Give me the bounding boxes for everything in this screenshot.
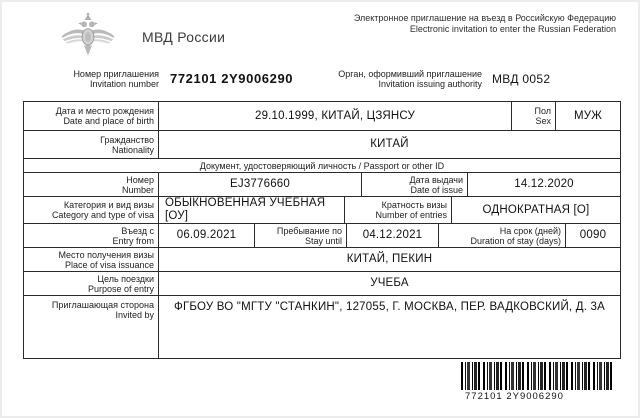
field-invited-by-label-en: Invited by bbox=[115, 310, 154, 320]
row-visa-category bbox=[24, 197, 620, 224]
document-title-ru: Электронное приглашение на въезд в Российскую Федерацию bbox=[353, 13, 616, 23]
field-issue-date-label bbox=[362, 173, 468, 196]
field-visa-place-label-en: Place of visa issuance bbox=[64, 259, 154, 270]
field-entries-label-en: Number of entries bbox=[375, 210, 447, 220]
field-sex-label-en: Sex bbox=[535, 116, 551, 126]
row-birth bbox=[24, 102, 620, 131]
field-entries-value: ОДНОКРАТНАЯ [О] bbox=[482, 203, 590, 216]
row-invited-by bbox=[24, 296, 620, 358]
field-stay-until-label bbox=[255, 224, 347, 247]
field-birth-label-en: Date and place of birth bbox=[63, 116, 154, 126]
row-purpose bbox=[24, 272, 620, 296]
field-nationality-label-en: Nationality bbox=[111, 144, 154, 155]
field-duration-value: 0090 bbox=[579, 229, 607, 241]
document-title-en: Electronic invitation to enter the Russian Federation bbox=[409, 24, 616, 34]
field-visa-category-label bbox=[24, 197, 159, 223]
mvd-eagle-emblem-icon bbox=[59, 9, 117, 59]
row-visa-place bbox=[24, 248, 620, 272]
field-sex-label-ru: Пол bbox=[534, 106, 551, 116]
field-issue-date-value: 14.12.2020 bbox=[514, 178, 574, 190]
issuing-authority-label-ru: Орган, оформивший приглашение bbox=[338, 69, 482, 79]
issuing-authority-value: МВД 0052 bbox=[492, 72, 551, 86]
field-birth-label bbox=[24, 102, 159, 130]
invitation-number-value: 772101 2Y9006290 bbox=[170, 71, 294, 86]
barcode bbox=[461, 362, 615, 402]
field-entries-label-ru: Кратность визы bbox=[381, 200, 447, 210]
field-issue-date-label-ru: Дата выдачи bbox=[409, 174, 463, 185]
field-nationality-label bbox=[24, 131, 159, 158]
field-nationality-label-ru: Гражданство bbox=[100, 134, 154, 145]
field-purpose-label bbox=[24, 272, 159, 295]
field-doc-number-label bbox=[24, 173, 159, 196]
field-entry-from-label-en: Entry from bbox=[112, 235, 154, 246]
field-visa-category-label-ru: Категория и вид визы bbox=[63, 200, 154, 210]
field-entries-label bbox=[345, 197, 452, 223]
field-purpose-label-en: Purpose of entry bbox=[87, 283, 154, 294]
field-invited-by-label-ru: Приглашающая сторона bbox=[51, 300, 154, 310]
field-entry-from-label bbox=[24, 224, 159, 247]
issuing-authority-label-en: Invitation issuing authority bbox=[378, 79, 482, 89]
field-visa-category-value: ОБЫКНОВЕННАЯ УЧЕБНАЯ [ОУ] bbox=[159, 197, 345, 223]
field-invited-by-value: ФГБОУ ВО "МГТУ "СТАНКИН", 127055, Г. МОСКВА, ПЕР. ВАДКОВСКИЙ, Д. 3А bbox=[174, 301, 605, 313]
document-title bbox=[354, 13, 616, 35]
field-stay-until-value: 04.12.2021 bbox=[347, 224, 439, 247]
invitation-number-label-en: Invitation number bbox=[89, 79, 159, 89]
field-purpose-label-ru: Цель поездки bbox=[97, 273, 154, 284]
field-sex-label bbox=[512, 102, 556, 130]
invitation-number-label-ru: Номер приглашения bbox=[73, 69, 159, 79]
row-entry-dates bbox=[24, 224, 620, 248]
invitation-number-label bbox=[23, 69, 159, 89]
field-doc-number-value: EJ3776660 bbox=[159, 173, 362, 196]
agency-name: МВД России bbox=[142, 29, 226, 45]
row-passport-number bbox=[24, 173, 620, 197]
field-purpose-value: УЧЕБА bbox=[370, 277, 409, 289]
field-entry-from-value: 06.09.2021 bbox=[159, 224, 255, 247]
field-nationality-value: КИТАЙ bbox=[370, 138, 409, 150]
field-invited-by-label bbox=[24, 296, 159, 358]
field-visa-place-label-ru: Место получения визы bbox=[58, 249, 154, 260]
invitation-details-table bbox=[23, 101, 621, 359]
field-visa-place-label bbox=[24, 248, 159, 271]
field-birth-value: 29.10.1999, КИТАЙ, ЦЗЯНСУ bbox=[159, 102, 512, 130]
field-duration-label bbox=[439, 224, 566, 247]
field-stay-until-label-en: Stay until bbox=[304, 235, 342, 246]
field-duration-label-ru: На срок (дней) bbox=[499, 225, 561, 236]
document-section-header: Документ, удостоверяющий личность / Passport or other ID bbox=[199, 160, 445, 171]
barcode-number: 772101 2Y9006290 bbox=[465, 391, 564, 402]
field-sex-value: МУЖ bbox=[573, 109, 603, 122]
field-doc-number-label-ru: Номер bbox=[126, 174, 154, 185]
field-entry-from-label-ru: Въезд с bbox=[121, 225, 154, 236]
barcode-icon bbox=[461, 362, 615, 390]
field-issue-date-label-en: Date of issue bbox=[410, 184, 463, 195]
row-document-section bbox=[24, 159, 620, 173]
field-duration-label-en: Duration of stay (days) bbox=[470, 235, 561, 246]
field-visa-category-label-en: Category and type of visa bbox=[51, 210, 154, 220]
field-birth-label-ru: Дата и место рождения bbox=[55, 106, 154, 116]
field-doc-number-label-en: Number bbox=[121, 184, 154, 195]
row-nationality bbox=[24, 131, 620, 159]
field-stay-until-label-ru: Пребывание по bbox=[276, 225, 342, 236]
issuing-authority-label bbox=[302, 69, 482, 89]
field-visa-place-value: КИТАЙ, ПЕКИН bbox=[346, 253, 433, 265]
